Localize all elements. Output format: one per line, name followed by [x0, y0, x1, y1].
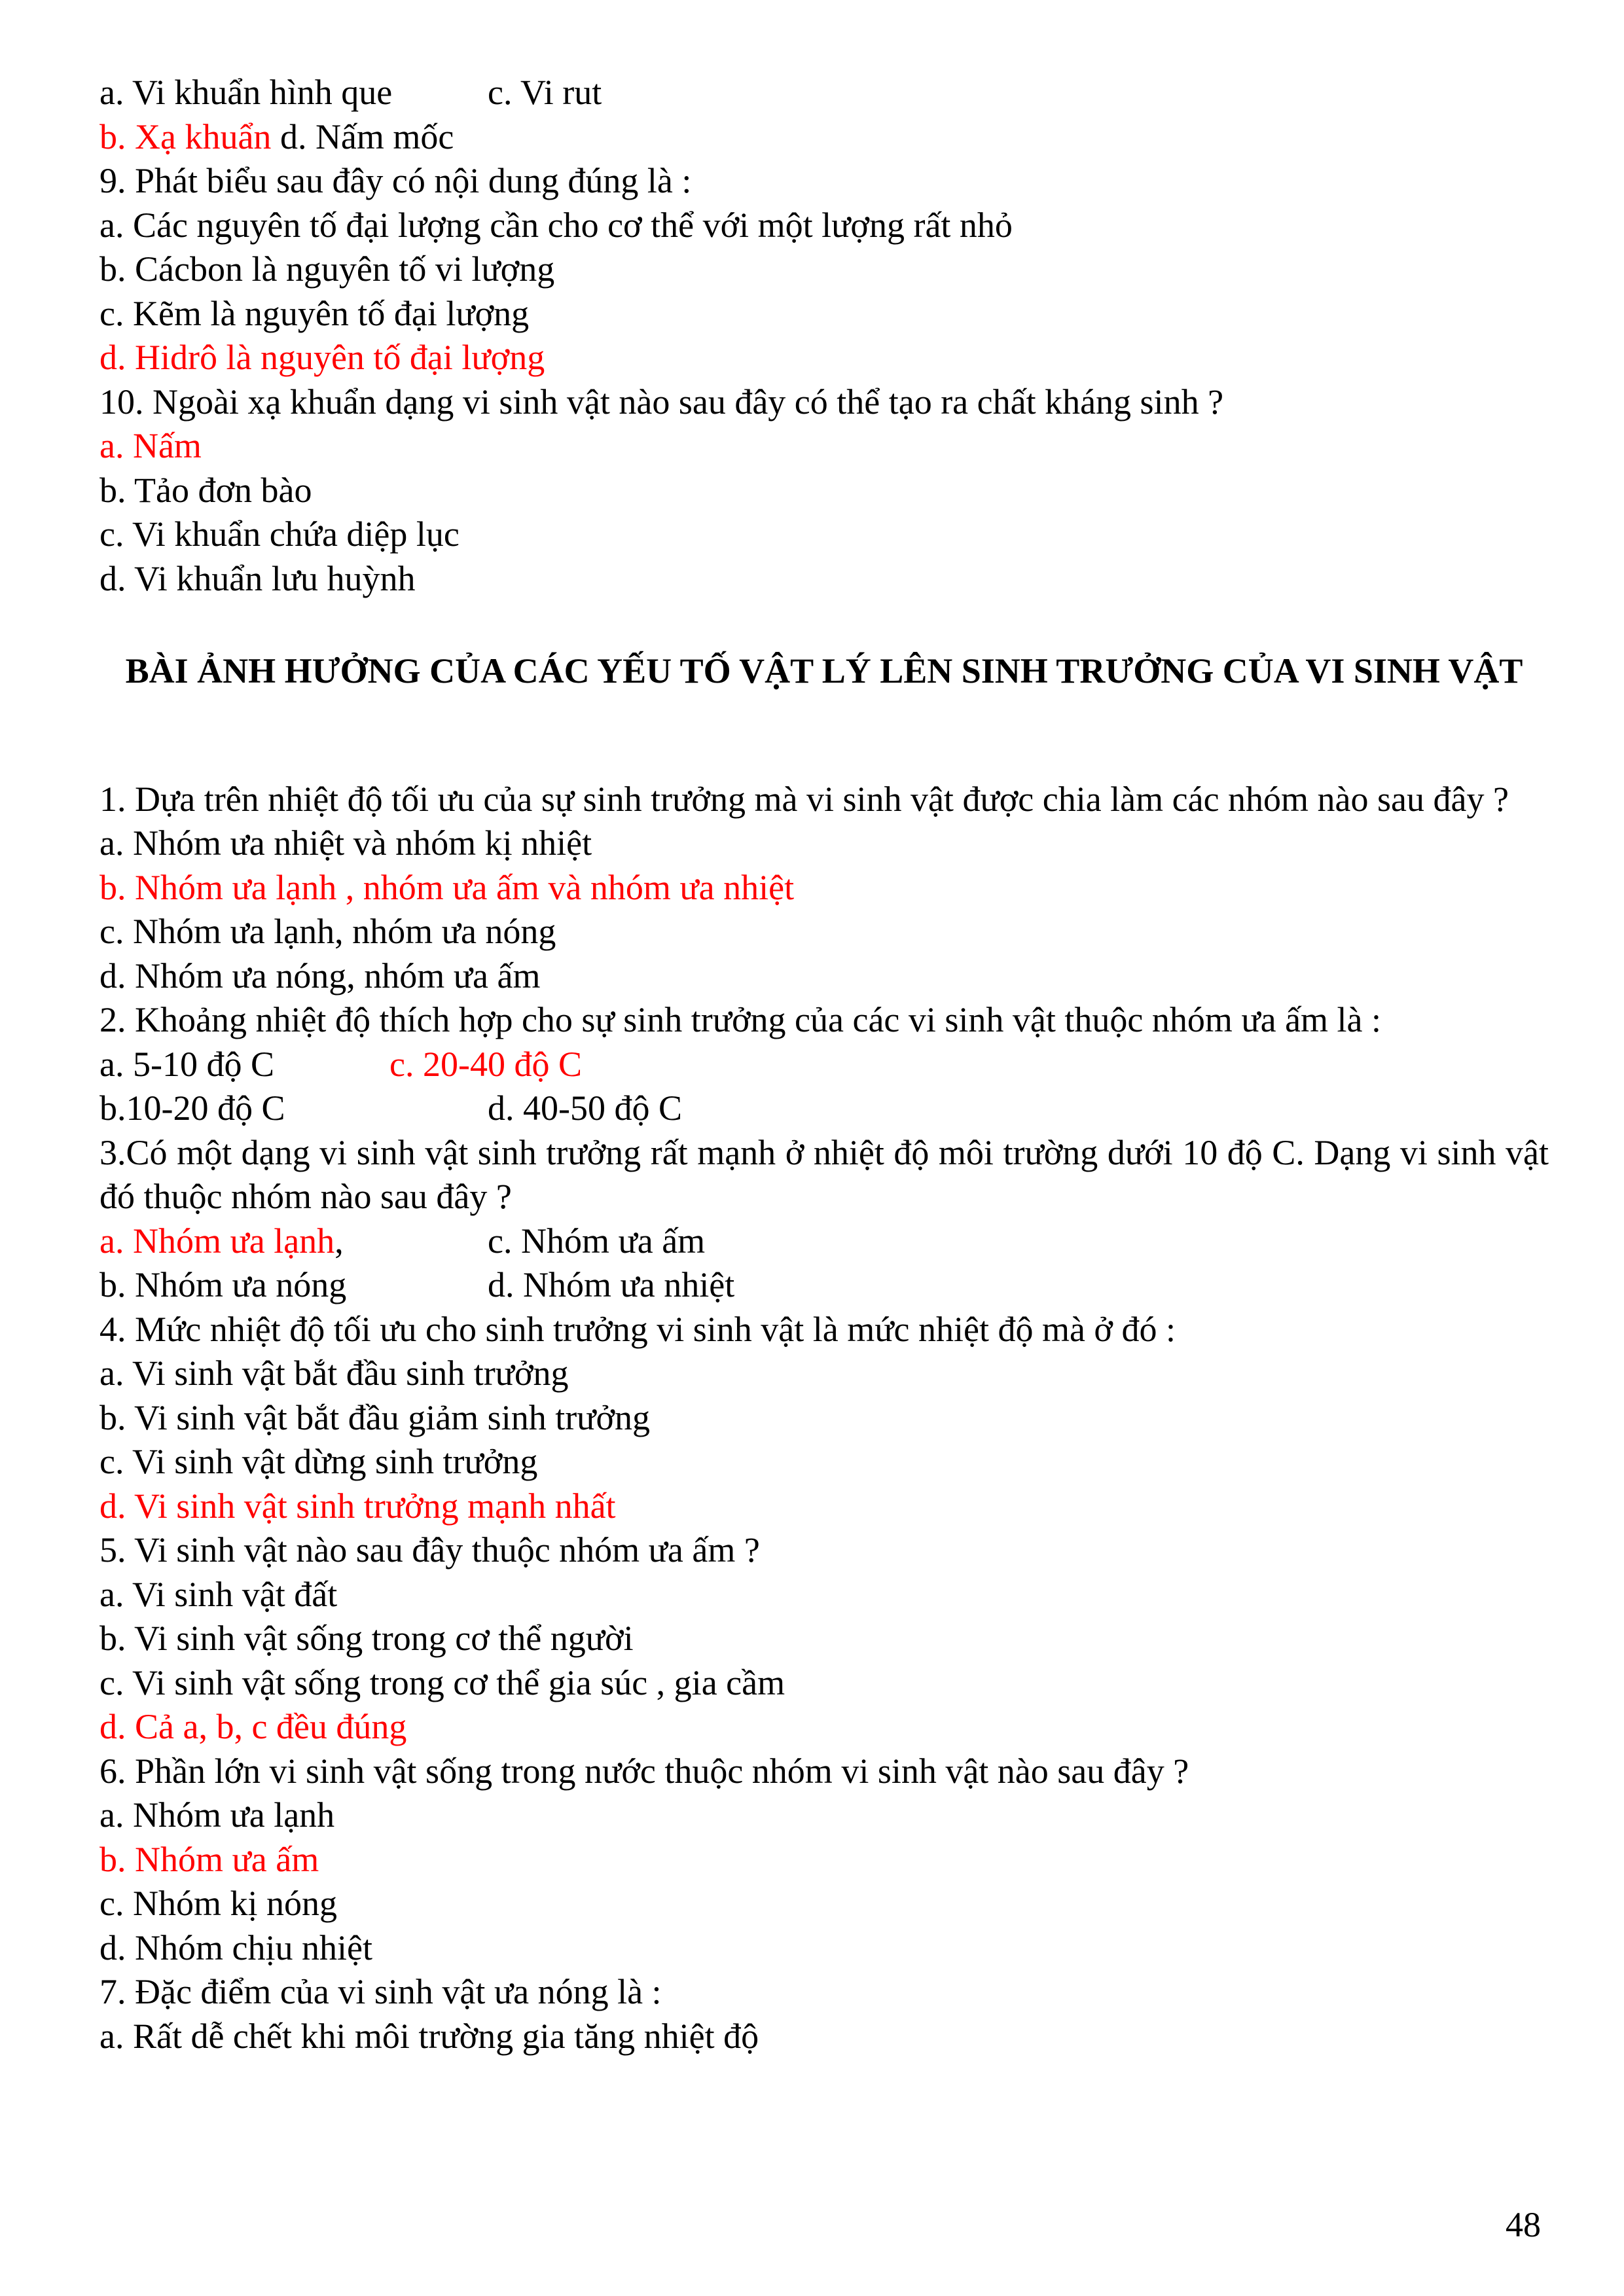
q4-option-c: c. Vi sinh vật dừng sinh trưởng [99, 1442, 538, 1481]
q9-option-d-answer: d. Hidrô là nguyên tố đại lượng [99, 338, 545, 377]
q2-options-bd [99, 1086, 1549, 1131]
q9-option-c: c. Kẽm là nguyên tố đại lượng [99, 293, 530, 333]
q9-option-a: a. Các nguyên tố đại lượng cần cho cơ thể với một lượng rất nhỏ [99, 205, 1013, 245]
q8-options-ac [99, 71, 1549, 115]
q6-option-d: d. Nhóm chịu nhiệt [99, 1928, 372, 1967]
q6-option-b-answer: b. Nhóm ưa ấm [99, 1839, 319, 1879]
q1-option-b-answer: b. Nhóm ưa lạnh , nhóm ưa ấm và nhóm ưa nhiệt [99, 867, 795, 907]
q8-option-a: a. Vi khuẩn hình que [99, 73, 393, 112]
q2-option-b: b.10-20 độ C [99, 1088, 285, 1128]
q5-question: 5. Vi sinh vật nào sau đây thuộc nhóm ưa ấm ? [99, 1530, 760, 1570]
q5-option-c: c. Vi sinh vật sống trong cơ thể gia súc , gia cầm [99, 1662, 785, 1702]
q10-option-a-answer: a. Nấm [99, 426, 202, 465]
q6-question: 6. Phần lớn vi sinh vật sống trong nước thuộc nhóm vi sinh vật nào sau đây ? [99, 1751, 1189, 1791]
q2-question: 2. Khoảng nhiệt độ thích hợp cho sự sinh trưởng của các vi sinh vật thuộc nhóm ưa ấm là : [99, 1000, 1382, 1039]
q3-options-bd [99, 1263, 1549, 1308]
q3-option-b: b. Nhóm ưa nóng [99, 1265, 347, 1304]
q2-options-ac [99, 1043, 1549, 1087]
q4-option-d-answer: d. Vi sinh vật sinh trưởng mạnh nhất [99, 1486, 616, 1526]
q1-question: 1. Dựa trên nhiệt độ tối ưu của sự sinh trưởng mà vi sinh vật được chia làm các nhóm nào sau đây ? [99, 779, 1509, 819]
q2-option-d: d. 40-50 độ C [488, 1088, 682, 1128]
q8-option-d: d. Nấm mốc [280, 117, 454, 156]
q10-option-c: c. Vi khuẩn chứa diệp lục [99, 514, 460, 554]
q5-option-d-answer: d. Cả a, b, c đều đúng [99, 1707, 407, 1746]
q3-question: 3.Có một dạng vi sinh vật sinh trưởng rất mạnh ở nhiệt độ môi trường dưới 10 độ C. Dạng vi sinh vật đó thuộc nhóm nào sau đây ? [99, 1132, 1549, 1216]
q10-option-b: b. Tảo đơn bào [99, 470, 312, 510]
page-number: 48 [1506, 2205, 1541, 2244]
q3-option-d: d. Nhóm ưa nhiệt [488, 1265, 735, 1304]
q3-option-a-answer: a. Nhóm ưa lạnh [99, 1221, 335, 1261]
q3-option-c: c. Nhóm ưa ấm [488, 1221, 706, 1261]
q8-options-bd [99, 115, 1549, 160]
page-content [99, 71, 1549, 2058]
q4-option-a: a. Vi sinh vật bắt đầu sinh trưởng [99, 1354, 569, 1393]
q3-options-ac [99, 1219, 1549, 1264]
q6-option-c: c. Nhóm kị nóng [99, 1884, 337, 1923]
q9-question: 9. Phát biểu sau đây có nội dung đúng là : [99, 161, 692, 200]
q7-question: 7. Đặc điểm của vi sinh vật ưa nóng là : [99, 1972, 662, 2011]
q1-option-c: c. Nhóm ưa lạnh, nhóm ưa nóng [99, 912, 556, 951]
q2-option-c-answer: c. 20-40 độ C [389, 1044, 582, 1084]
q4-option-b: b. Vi sinh vật bắt đầu giảm sinh trưởng [99, 1397, 651, 1437]
q5-option-a: a. Vi sinh vật đất [99, 1574, 338, 1614]
q8-option-b-answer: b. Xạ khuẩn [99, 117, 272, 156]
q6-option-a: a. Nhóm ưa lạnh [99, 1795, 335, 1835]
q3-option-a-comma: , [334, 1221, 344, 1261]
q9-option-b: b. Cácbon là nguyên tố vi lượng [99, 249, 555, 289]
q7-option-a: a. Rất dễ chết khi môi trường gia tăng nhiệt độ [99, 2016, 759, 2056]
q8-option-c: c. Vi rut [488, 73, 602, 112]
q1-option-d: d. Nhóm ưa nóng, nhóm ưa ấm [99, 956, 541, 996]
q5-option-b: b. Vi sinh vật sống trong cơ thể người [99, 1619, 634, 1658]
section-heading: BÀI ẢNH HƯỞNG CỦA CÁC YẾU TỐ VẬT LÝ LÊN SINH TRƯỞNG CỦA VI SINH VẬT [125, 651, 1523, 691]
q2-option-a: a. 5-10 độ C [99, 1044, 274, 1084]
q10-option-d: d. Vi khuẩn lưu huỳnh [99, 558, 416, 598]
q10-question: 10. Ngoài xạ khuẩn dạng vi sinh vật nào sau đây có thể tạo ra chất kháng sinh ? [99, 382, 1224, 422]
q4-question: 4. Mức nhiệt độ tối ưu cho sinh trưởng vi sinh vật là mức nhiệt độ mà ở đó : [99, 1309, 1176, 1349]
q1-option-a: a. Nhóm ưa nhiệt và nhóm kị nhiệt [99, 823, 592, 863]
